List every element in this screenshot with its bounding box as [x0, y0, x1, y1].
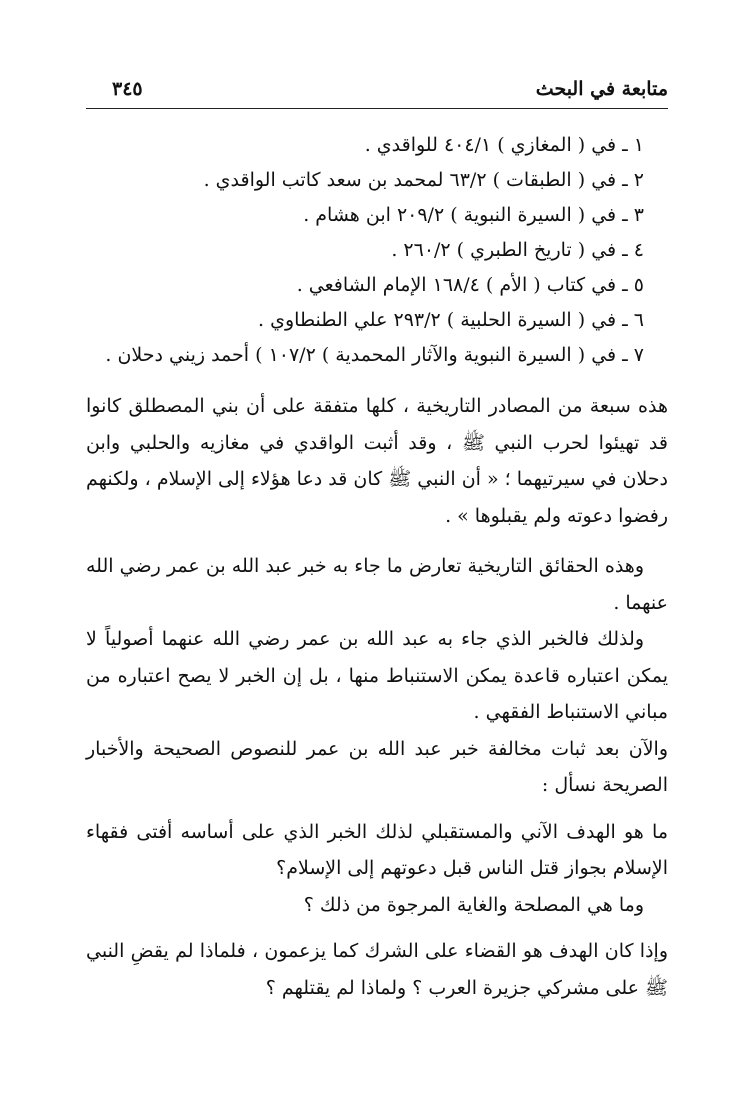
paragraph-question-benefit: وما هي المصلحة والغاية المرجوة من ذلك ؟ — [303, 893, 644, 916]
reference-item: ٢ ـ في ( الطبقات ) ٦٣/٢ لمحمد بن سعد كاتب الواقدي . — [203, 169, 644, 191]
reference-item: ٧ ـ في ( السيرة النبوية والآثار المحمدية ) ١٠٧/٢ ) أحمد زيني دحلان . — [105, 344, 644, 366]
reference-item: ٤ ـ في ( تاريخ الطبري ) ٢٦٠/٢ . — [391, 239, 644, 261]
paragraph-we-ask: والآن بعد ثبات مخالفة خبر عبد الله بن عمر للنصوص الصحيحة والأخبار الصريحة نسأل : — [86, 737, 668, 796]
header-rule — [86, 108, 668, 109]
paragraph-sources-agree: هذه سبعة من المصادر التاريخية ، كلها متفقة على أن بني المصطلق كانوا قد تهيئوا لحرب النبي ﷺ ، وقد أثبت الواقدي في مغازيه والحلبي وابن دحلان في سيرتيهما ؛ « أن النبي ﷺ كان قد دعا هؤلاء إلى الإسلام ، ولكنهم رفضوا دعوته ولم يقبلوها » . — [86, 395, 668, 527]
page-header — [112, 76, 668, 106]
paragraph-not-a-rule: ولذلك فالخبر الذي جاء به عبد الله بن عمر رضي الله عنهما أصولياً لا يمكن اعتباره قاعدة يمكن الاستنباط منها ، بل إن الخبر لا يصح اعتباره من مباني الاستنباط الفقهي . — [86, 628, 668, 723]
reference-item: ٦ ـ في ( السيرة الحلبية ) ٢٩٣/٢ علي الطنطاوي . — [258, 309, 644, 331]
paragraph-question-shirk: وإذا كان الهدف هو القضاء على الشرك كما يزعمون ، فلماذا لم يقضِ النبي ﷺ على مشركي جزيرة العرب ؟ ولماذا لم يقتلهم ؟ — [86, 940, 668, 999]
reference-item: ٣ ـ في ( السيرة النبوية ) ٢٠٩/٢ ابن هشام . — [303, 204, 644, 226]
paragraph-question-goal: ما هو الهدف الآني والمستقبلي لذلك الخبر الذي على أساسه أفتى فقهاء الإسلام بجواز قتل الناس قبل دعوتهم إلى الإسلام؟ — [86, 820, 668, 879]
page-body — [86, 128, 668, 1006]
reference-item: ١ ـ في ( المغازي ) ٤٠٤/١ للواقدي . — [364, 134, 644, 156]
page-number: ٣٤٥ — [112, 78, 143, 100]
paragraph-facts-contradict: وهذه الحقائق التاريخية تعارض ما جاء به خبر عبد الله بن عمر رضي الله عنهما . — [86, 555, 668, 614]
reference-item: ٥ ـ في كتاب ( الأم ) ١٦٨/٤ الإمام الشافعي . — [296, 274, 644, 296]
running-title: متابعة في البحث — [535, 78, 668, 100]
references-list — [86, 128, 668, 373]
